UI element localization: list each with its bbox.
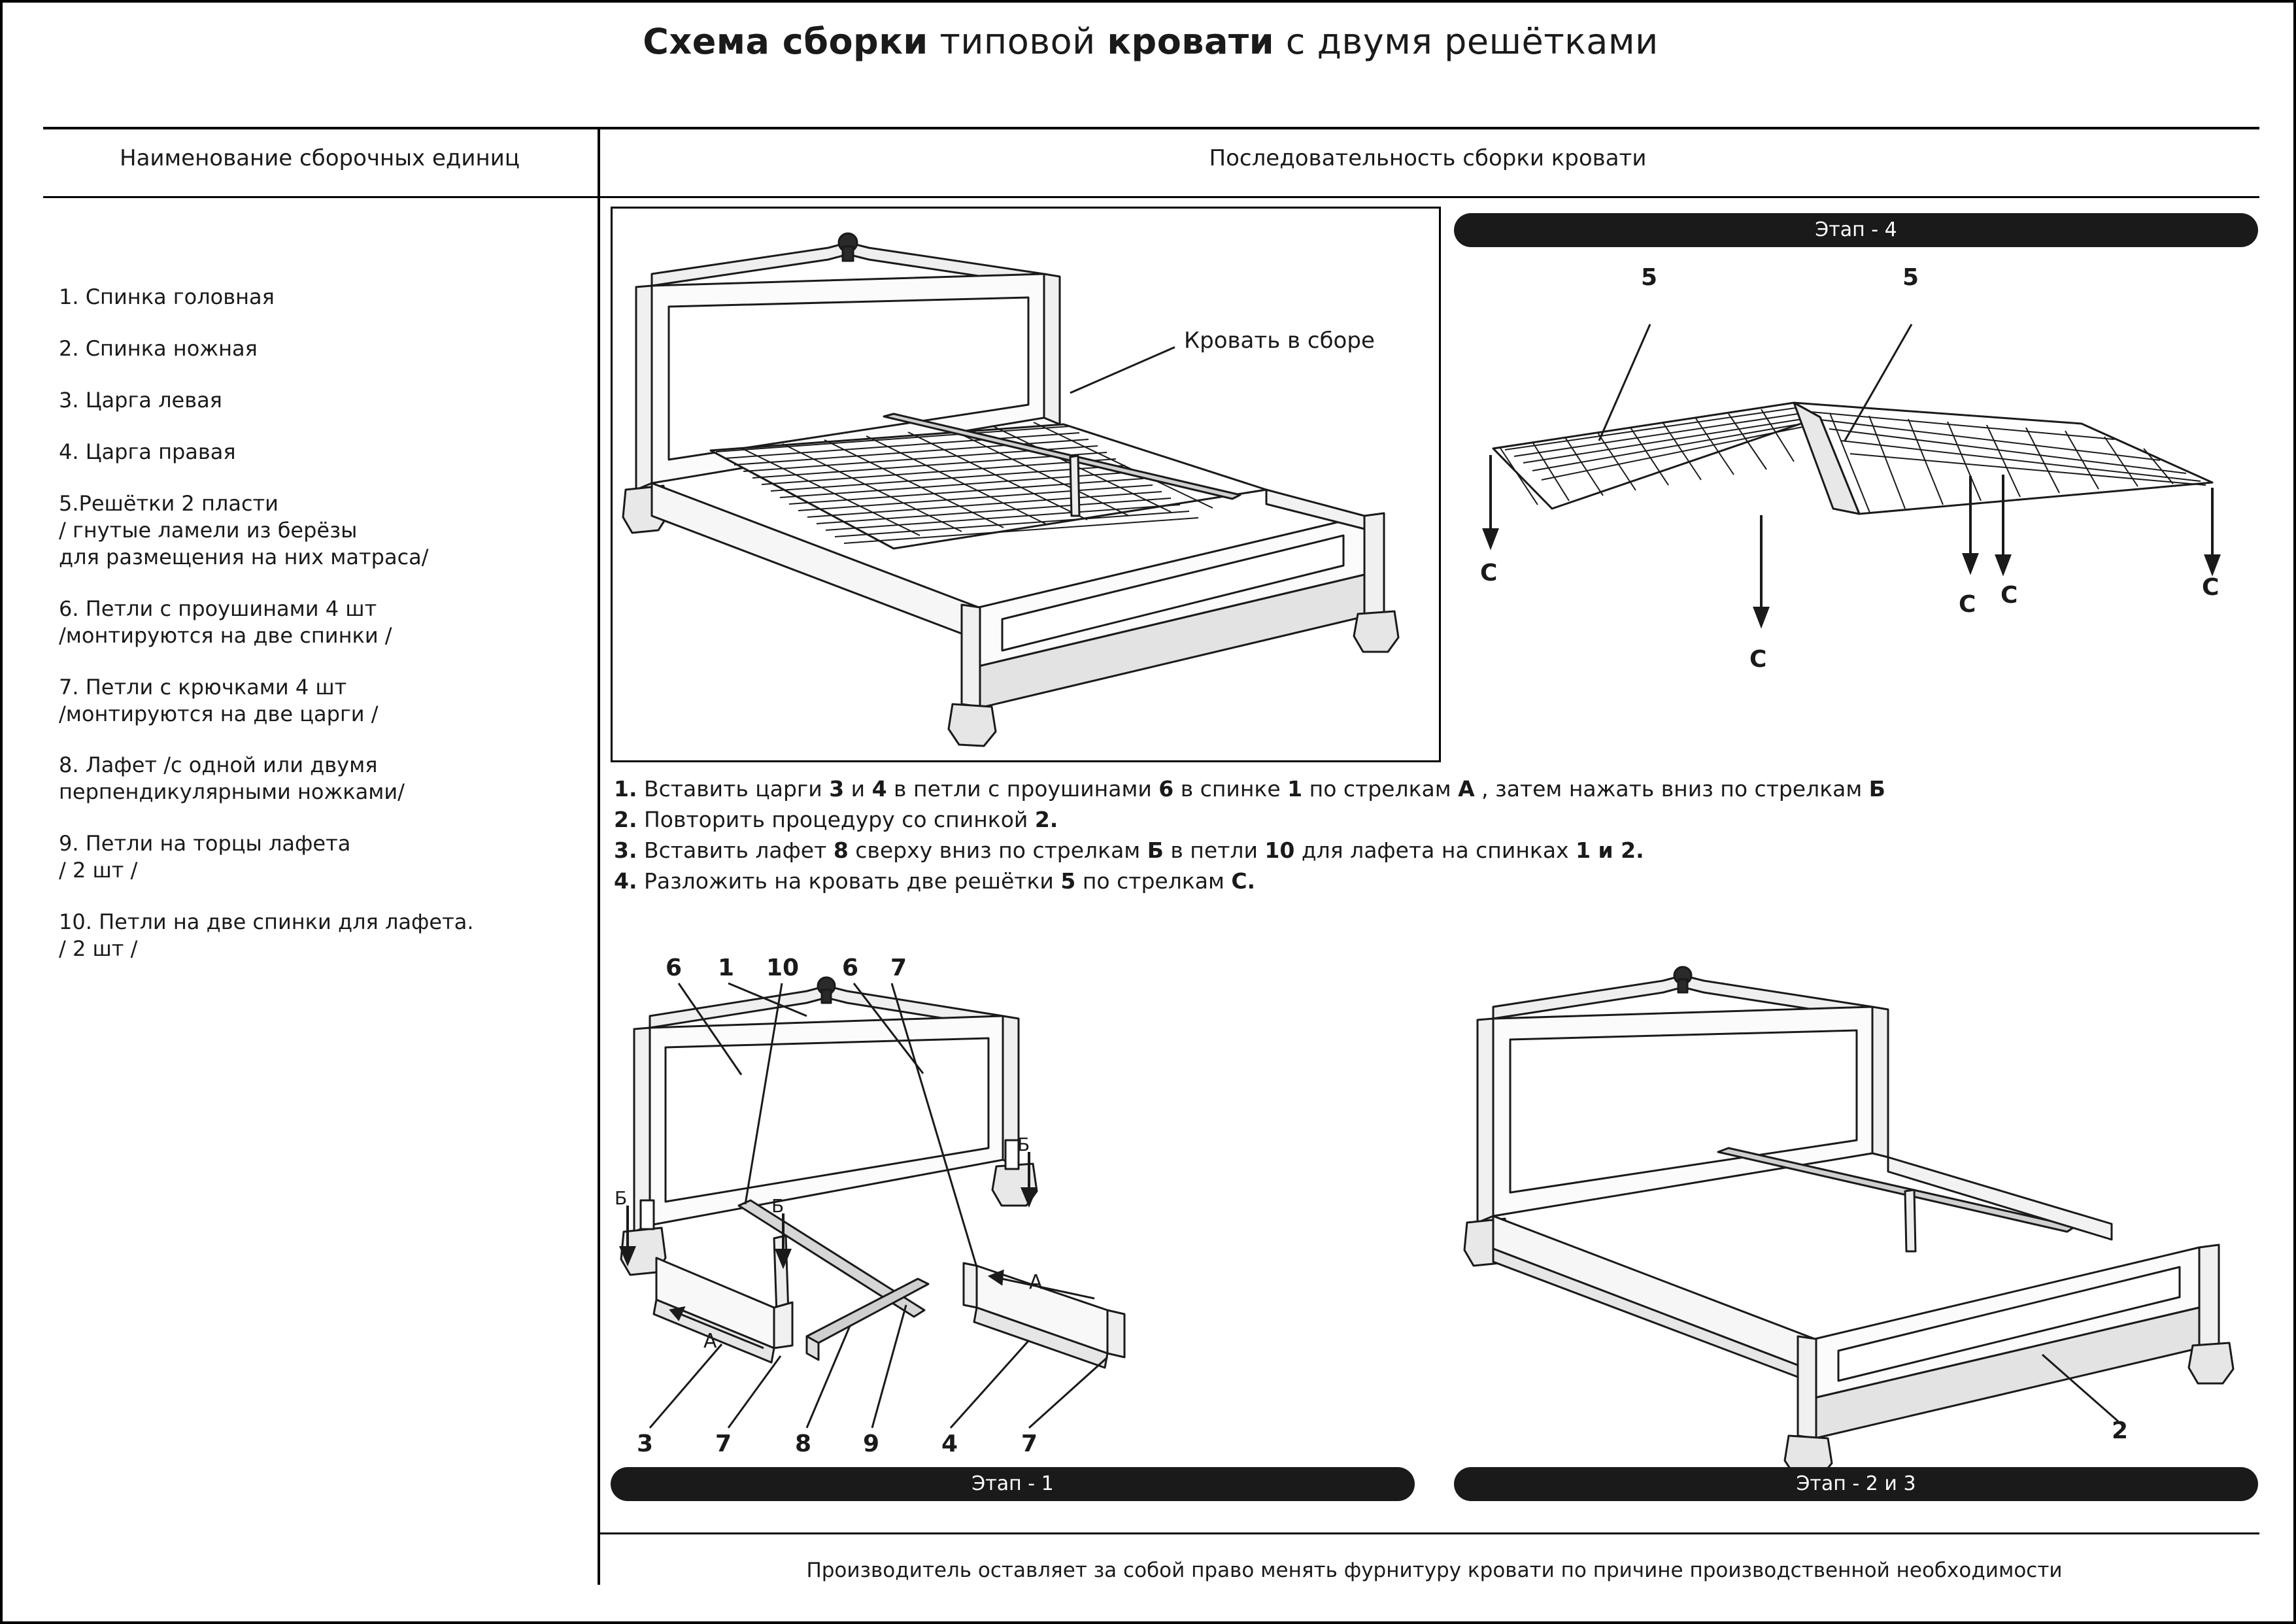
step-1-b5: А <box>1458 776 1475 802</box>
stage1-bottom-num-3: 8 <box>795 1430 812 1457</box>
stage1-bottom-num-6: 7 <box>1021 1430 1038 1457</box>
divider-top <box>43 127 2259 129</box>
step-row-3 <box>614 836 2248 866</box>
step-row-1 <box>614 774 2248 805</box>
list-item <box>59 284 588 311</box>
step-3-b4: 1 и 2. <box>1576 837 1644 863</box>
step-3-t2: сверху вниз по стрелкам <box>848 837 1147 863</box>
title-part-2: типовой <box>928 21 1107 62</box>
list-item <box>59 830 588 884</box>
list-item-sub: /монтируются на две спинки / <box>59 622 392 648</box>
step-2-num: 2. <box>614 806 637 832</box>
list-item-label: 4. Царга правая <box>59 439 236 464</box>
list-item <box>59 596 588 649</box>
divider-vertical <box>598 127 600 1585</box>
stage4-drawing <box>1454 252 2258 769</box>
divider-header <box>43 196 2259 198</box>
step-row-2 <box>614 805 2248 836</box>
step-4-t2: по стрелкам <box>1075 868 1232 894</box>
list-item-label: 10. Петли на две спинки для лафета. <box>59 909 474 935</box>
stage1-label: Этап - 1 <box>611 1467 1415 1501</box>
list-item-label: 9. Петли на торцы лафета <box>59 831 351 856</box>
stage1-arrow-b-1: Б <box>615 1187 628 1209</box>
list-item-sub: для размещения на них матраса/ <box>59 544 429 569</box>
step-1-b2: 4 <box>871 776 887 802</box>
list-item-sub: / гнутые ламели из берёзы <box>59 517 358 543</box>
title-part-1: Схема сборки <box>643 21 928 62</box>
step-3-b3: 10 <box>1264 837 1295 863</box>
stage4-arrow-label-c1: С <box>1480 560 1498 586</box>
list-item-label: 8. Лафет /с одной или двумя <box>59 753 378 778</box>
step-4-num: 4. <box>614 868 637 894</box>
list-item-sub: / 2 шт / <box>59 858 138 883</box>
step-1-b3: 6 <box>1158 776 1174 802</box>
step-4-b1: 5 <box>1060 868 1076 894</box>
assembled-bed-panel <box>611 207 1441 762</box>
assembled-bed-drawing <box>613 209 1439 760</box>
step-3-b1: 8 <box>833 837 849 863</box>
stage1-bottom-num-1: 3 <box>637 1430 654 1457</box>
stage1-bottom-num-5: 4 <box>941 1430 958 1457</box>
step-1-num: 1. <box>614 776 637 802</box>
callout-assembled-bed: Кровать в сборе <box>1184 328 1375 354</box>
stage1-bottom-num-4: 9 <box>863 1430 880 1457</box>
stage1-arrow-b-2: Б <box>771 1195 785 1217</box>
list-item-label: 6. Петли с проушинами 4 шт <box>59 596 377 621</box>
step-1-t1: Вставить царги <box>637 776 830 802</box>
steps-text <box>614 774 2248 896</box>
list-item-label: 5.Решётки 2 пласти <box>59 490 279 516</box>
stage4-arrow-label-c5: С <box>2202 574 2220 601</box>
stage4-arrow-label-c2: С <box>1749 646 1767 673</box>
column-header-right: Последовательность сборки кровати <box>1209 145 1647 171</box>
stage4-label: Этап - 4 <box>1454 213 2258 247</box>
title-part-4: с двумя решётками <box>1274 21 1659 62</box>
step-2-b1: 2. <box>1034 806 1058 832</box>
step-1-t3: в петли с проушинами <box>886 776 1159 802</box>
list-item <box>59 674 588 728</box>
stage1-top-num-5: 7 <box>890 955 907 981</box>
step-1-t2: и <box>844 776 872 802</box>
list-item <box>59 335 588 362</box>
stage4-panel <box>1454 207 2258 769</box>
step-3-t4: для лафета на спинках <box>1294 837 1576 863</box>
step-1-t5: по стрелкам <box>1302 776 1459 802</box>
stage23-drawing <box>1454 944 2258 1467</box>
list-item-sub: /монтируются на две царги / <box>59 701 379 726</box>
stage1-top-num-4: 6 <box>842 955 859 981</box>
step-1-b6: Б <box>1868 776 1885 802</box>
stage4-arrow-label-c4: С <box>2001 582 2018 609</box>
stage4-arrow-label-c3: С <box>1959 591 1976 618</box>
step-3-t1: Вставить лафет <box>637 837 834 863</box>
stage1-arrow-b-3: Б <box>1017 1134 1030 1155</box>
step-4-t1: Разложить на кровать две решётки <box>637 868 1061 894</box>
stage1-bottom-num-2: 7 <box>715 1430 732 1457</box>
list-item <box>59 439 588 465</box>
stage23-label: Этап - 2 и 3 <box>1454 1467 2258 1501</box>
step-3-b2: Б <box>1147 837 1164 863</box>
step-3-t3: в петли <box>1163 837 1265 863</box>
stage1-arrow-a-1: А <box>703 1330 717 1353</box>
step-1-b4: 1 <box>1287 776 1303 802</box>
parts-list <box>59 284 588 987</box>
stage23-panel <box>1454 944 2258 1519</box>
list-item <box>59 387 588 414</box>
stage4-num-left: 5 <box>1641 264 1658 291</box>
footer-note: Производитель оставляет за собой право менять фурнитуру кровати по причине производственной необходимости <box>806 1559 2063 1582</box>
list-item-label: 2. Спинка ножная <box>59 335 258 361</box>
column-header-left: Наименование сборочных единиц <box>120 145 520 171</box>
list-item-label: 3. Царга левая <box>59 387 222 413</box>
stage4-num-right: 5 <box>1902 264 1919 291</box>
step-2-t1: Повторить процедуру со спинкой <box>637 806 1035 832</box>
list-item-sub: перпендикулярными ножками/ <box>59 779 405 805</box>
step-3-num: 3. <box>614 837 637 863</box>
title-part-3: кровати <box>1107 21 1275 62</box>
stage1-top-num-3: 10 <box>766 955 800 981</box>
step-1-t6: , затем нажать вниз по стрелкам <box>1474 776 1869 802</box>
divider-footer <box>600 1532 2259 1534</box>
stage1-top-num-1: 6 <box>666 955 683 981</box>
step-row-4 <box>614 866 2248 897</box>
list-item-label: 1. Спинка головная <box>59 284 275 309</box>
list-item <box>59 490 588 571</box>
list-item <box>59 752 588 805</box>
step-1-t4: в спинке <box>1173 776 1288 802</box>
list-item <box>59 909 588 962</box>
stage1-drawing <box>611 944 1441 1467</box>
stage1-top-num-2: 1 <box>718 955 735 981</box>
list-item-sub: / 2 шт / <box>59 936 138 962</box>
stage23-num-2: 2 <box>2112 1417 2129 1444</box>
step-1-b1: 3 <box>829 776 845 802</box>
stage1-panel <box>611 944 1441 1519</box>
page-title <box>3 21 2296 62</box>
list-item-label: 7. Петли с крючками 4 шт <box>59 674 347 700</box>
step-4-b2: С. <box>1231 868 1256 894</box>
stage1-arrow-a-2: А <box>1029 1271 1043 1294</box>
